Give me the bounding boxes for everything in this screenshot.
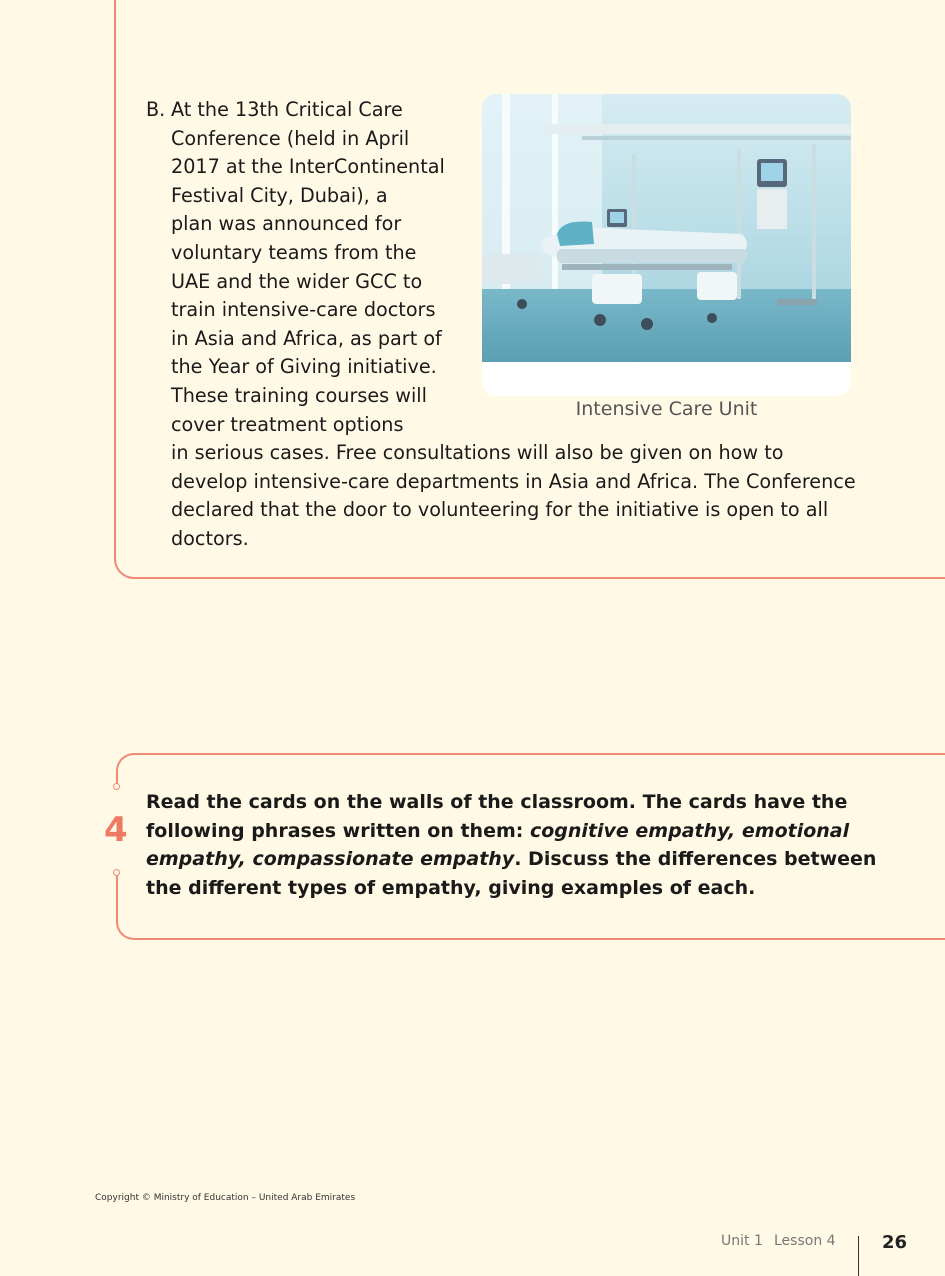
paragraph-line: Conference (held in April (171, 126, 410, 150)
figure-caption: Intensive Care Unit (575, 398, 758, 420)
paragraph-line: Festival City, Dubai), a (171, 183, 388, 207)
task-line: Read the cards on the walls of the classroom. The cards have the (146, 791, 848, 813)
task-number: 4 (104, 810, 128, 850)
task-4-text (146, 788, 877, 902)
footer-unit: Unit 1 (721, 1233, 763, 1249)
section-b-label: B. (146, 98, 166, 121)
task-line: the different types of empathy, giving examples of each. (146, 876, 756, 899)
empathy-terms: cognitive empathy, emotional (529, 819, 850, 842)
frame-dot-top (113, 783, 120, 790)
paragraph-line: train intensive-care doctors (171, 298, 436, 322)
task-line (146, 817, 866, 846)
paragraph-line: cover treatment options (171, 412, 404, 436)
paragraph-line: 2017 at the InterContinental (171, 155, 445, 179)
task-text: following phrases written on them: (146, 819, 530, 842)
copyright: Copyright © Ministry of Education – United Arab Emirates (95, 1193, 356, 1203)
footer-divider (858, 1236, 859, 1276)
paragraph-line: doctors. (171, 527, 249, 550)
paragraph-line: plan was announced for (171, 212, 402, 236)
footer-lesson: Lesson 4 (774, 1233, 836, 1249)
empathy-terms: empathy, compassionate empathy (146, 848, 515, 871)
section-b-frame-bottom (134, 577, 945, 579)
page-number: 26 (882, 1232, 908, 1253)
paragraph-line: These training courses will (171, 384, 427, 407)
paragraph-line: voluntary teams from the (171, 241, 417, 264)
icu-photo (482, 94, 851, 396)
paragraph-line: the Year of Giving initiative. (171, 355, 437, 379)
frame-dot-bottom (113, 869, 120, 876)
task-text: . Discuss the differences between (514, 848, 877, 871)
paragraph-line: in Asia and Africa, as part of (171, 326, 442, 350)
task-line (146, 845, 877, 874)
paragraph-line: in serious cases. Free consultations will also be given on how to (171, 441, 784, 465)
paragraph-line: develop intensive-care departments in Asia and Africa. The Conference (171, 469, 856, 493)
paragraph-line: At the 13th Critical Care (171, 98, 403, 121)
paragraph-line: UAE and the wider GCC to (171, 269, 423, 293)
paragraph-line: declared that the door to volunteering for the initiative is open to all (171, 498, 829, 522)
